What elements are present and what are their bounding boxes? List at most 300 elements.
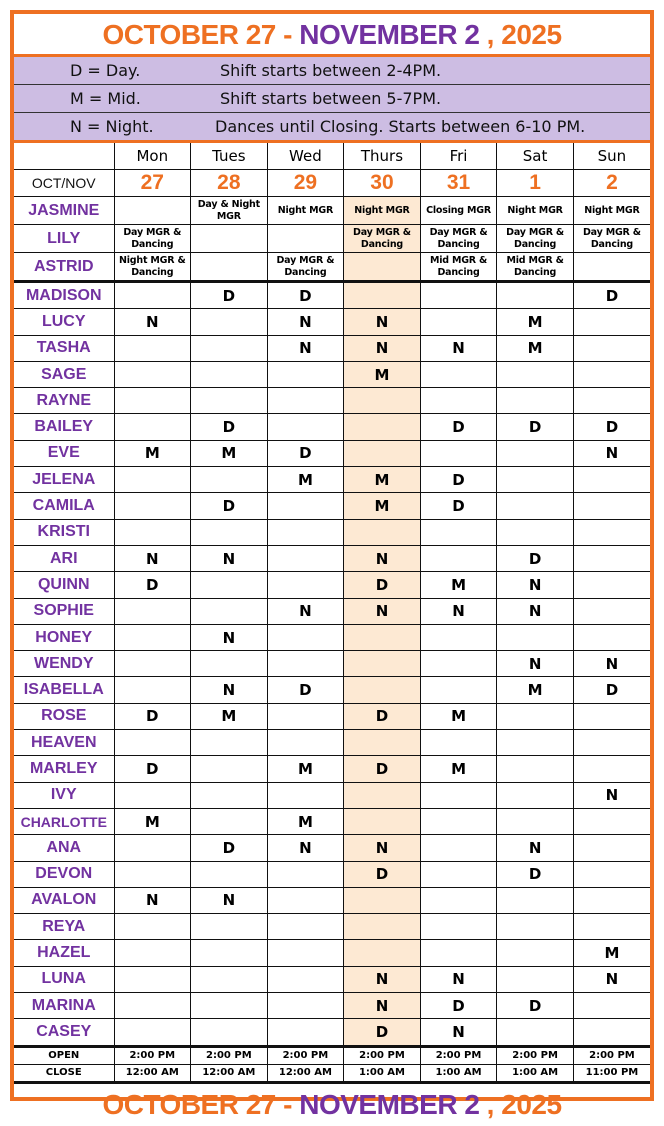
- shift-cell: [573, 835, 650, 861]
- shift-cell: [267, 414, 344, 440]
- shift-cell: Day & Night MGR: [191, 197, 268, 225]
- empty-corner: [14, 143, 114, 170]
- shift-cell: [573, 572, 650, 598]
- shift-cell: [191, 808, 268, 834]
- shift-cell: [344, 914, 421, 940]
- hours-time: 2:00 PM: [573, 1046, 650, 1064]
- shift-cell: N: [267, 835, 344, 861]
- shift-cell: [420, 282, 497, 309]
- shift-cell: D: [497, 861, 574, 887]
- date-number: 27: [114, 170, 191, 197]
- shift-cell: [191, 966, 268, 992]
- shift-cell: [114, 519, 191, 545]
- shift-cell: [114, 467, 191, 493]
- shift-cell: Mid MGR & Dancing: [497, 253, 574, 282]
- shift-cell: [191, 388, 268, 414]
- shift-cell: [497, 703, 574, 729]
- shift-cell: [191, 782, 268, 808]
- shift-cell: [573, 861, 650, 887]
- hours-time: 2:00 PM: [191, 1046, 268, 1064]
- employee-name: REYA: [14, 914, 114, 940]
- staff-row: [14, 493, 650, 519]
- day-name: Wed: [267, 143, 344, 170]
- shift-cell: [191, 361, 268, 387]
- shift-cell: M: [344, 493, 421, 519]
- shift-cell: [497, 493, 574, 519]
- hours-label: CLOSE: [14, 1064, 114, 1082]
- shift-cell: [344, 940, 421, 966]
- title-end: NOVEMBER 2: [299, 19, 480, 50]
- shift-cell: [344, 887, 421, 913]
- hours-time: 12:00 AM: [114, 1064, 191, 1082]
- shift-cell: [420, 519, 497, 545]
- day-header-row: [14, 143, 650, 170]
- staff-row: [14, 335, 650, 361]
- shift-cell: [114, 388, 191, 414]
- title-start: OCTOBER 27 -: [102, 19, 300, 50]
- shift-cell: [344, 730, 421, 756]
- day-name: Mon: [114, 143, 191, 170]
- legend-night: [14, 113, 650, 140]
- legend-day: [14, 57, 650, 85]
- staff-row: [14, 677, 650, 703]
- month-label: OCT/NOV: [14, 170, 114, 197]
- date-number: 2: [573, 170, 650, 197]
- staff-row: [14, 414, 650, 440]
- shift-cell: [267, 914, 344, 940]
- shift-cell: N: [497, 651, 574, 677]
- staff-row: [14, 756, 650, 782]
- shift-cell: [114, 598, 191, 624]
- shift-cell: N: [573, 966, 650, 992]
- employee-name: JASMINE: [14, 197, 114, 225]
- shift-cell: [573, 756, 650, 782]
- hours-time: 12:00 AM: [191, 1064, 268, 1082]
- shift-cell: [114, 335, 191, 361]
- employee-name: CAMILA: [14, 493, 114, 519]
- shift-cell: M: [114, 440, 191, 466]
- shift-cell: N: [267, 598, 344, 624]
- shift-cell: [267, 887, 344, 913]
- shift-cell: [420, 808, 497, 834]
- shift-cell: M: [267, 756, 344, 782]
- hours-time: 2:00 PM: [420, 1046, 497, 1064]
- shift-cell: [573, 253, 650, 282]
- shift-cell: [267, 966, 344, 992]
- shift-cell: [267, 572, 344, 598]
- shift-cell: [344, 624, 421, 650]
- shift-cell: [573, 545, 650, 571]
- shift-cell: D: [114, 703, 191, 729]
- shift-cell: D: [344, 756, 421, 782]
- shift-cell: [267, 624, 344, 650]
- shift-cell: [497, 782, 574, 808]
- shift-cell: [267, 782, 344, 808]
- hours-row: [14, 1064, 650, 1082]
- shift-cell: N: [191, 624, 268, 650]
- shift-cell: [267, 703, 344, 729]
- shift-cell: [497, 887, 574, 913]
- shift-cell: D: [420, 493, 497, 519]
- staff-row: [14, 624, 650, 650]
- employee-name: MADISON: [14, 282, 114, 309]
- shift-cell: [114, 940, 191, 966]
- staff-row: [14, 651, 650, 677]
- shift-cell: [114, 835, 191, 861]
- shift-cell: [497, 1019, 574, 1046]
- date-number: 29: [267, 170, 344, 197]
- employee-name: CASEY: [14, 1019, 114, 1046]
- employee-name: EVE: [14, 440, 114, 466]
- shift-cell: [191, 861, 268, 887]
- shift-cell: D: [344, 1019, 421, 1046]
- shift-cell: N: [114, 887, 191, 913]
- shift-cell: [267, 493, 344, 519]
- shift-cell: N: [114, 309, 191, 335]
- staff-row: [14, 572, 650, 598]
- shift-cell: D: [191, 835, 268, 861]
- shift-cell: [114, 624, 191, 650]
- shift-cell: N: [191, 677, 268, 703]
- shift-cell: Day MGR & Dancing: [344, 225, 421, 253]
- manager-row: [14, 225, 650, 253]
- shift-cell: M: [497, 677, 574, 703]
- shift-cell: [420, 782, 497, 808]
- shift-cell: [114, 966, 191, 992]
- hours-row: [14, 1046, 650, 1064]
- shift-cell: N: [191, 887, 268, 913]
- bottom-title: [14, 1084, 650, 1124]
- shift-cell: [573, 388, 650, 414]
- shift-cell: Night MGR: [344, 197, 421, 225]
- shift-cell: [344, 440, 421, 466]
- shift-cell: [267, 1019, 344, 1046]
- shift-cell: M: [420, 756, 497, 782]
- employee-name: WENDY: [14, 651, 114, 677]
- staff-row: [14, 388, 650, 414]
- shift-cell: Night MGR: [497, 197, 574, 225]
- shift-cell: [420, 835, 497, 861]
- shift-cell: [114, 414, 191, 440]
- shift-cell: [114, 282, 191, 309]
- shift-cell: Day MGR & Dancing: [497, 225, 574, 253]
- legend-desc: Shift starts between 2-4PM.: [220, 61, 442, 80]
- staff-row: [14, 861, 650, 887]
- staff-row: [14, 598, 650, 624]
- shift-cell: [191, 993, 268, 1019]
- employee-name: DEVON: [14, 861, 114, 887]
- shift-cell: [573, 914, 650, 940]
- shift-cell: [420, 914, 497, 940]
- shift-cell: [573, 361, 650, 387]
- shift-cell: [114, 197, 191, 225]
- staff-row: [14, 835, 650, 861]
- shift-cell: [191, 598, 268, 624]
- shift-cell: M: [267, 467, 344, 493]
- shift-cell: N: [573, 782, 650, 808]
- shift-cell: M: [420, 703, 497, 729]
- shift-cell: N: [497, 598, 574, 624]
- shift-cell: [344, 414, 421, 440]
- shift-cell: [573, 887, 650, 913]
- employee-name: IVY: [14, 782, 114, 808]
- shift-cell: [191, 730, 268, 756]
- employee-name: KRISTI: [14, 519, 114, 545]
- shift-cell: N: [344, 335, 421, 361]
- title-start: OCTOBER 27 -: [102, 1088, 300, 1120]
- shift-cell: M: [191, 703, 268, 729]
- shift-cell: Night MGR: [267, 197, 344, 225]
- shift-cell: [573, 624, 650, 650]
- employee-name: ARI: [14, 545, 114, 571]
- shift-cell: D: [420, 414, 497, 440]
- shift-cell: [191, 467, 268, 493]
- shift-cell: M: [191, 440, 268, 466]
- employee-name: LUCY: [14, 309, 114, 335]
- shift-cell: Day MGR & Dancing: [114, 225, 191, 253]
- day-name: Tues: [191, 143, 268, 170]
- shift-cell: N: [344, 966, 421, 992]
- hours-time: 2:00 PM: [267, 1046, 344, 1064]
- shift-cell: M: [497, 309, 574, 335]
- shift-cell: [573, 598, 650, 624]
- shift-cell: [267, 651, 344, 677]
- shift-cell: [573, 309, 650, 335]
- employee-name: HEAVEN: [14, 730, 114, 756]
- shift-cell: [573, 993, 650, 1019]
- shift-cell: N: [420, 598, 497, 624]
- title-year: , 2025: [479, 1088, 562, 1120]
- shift-cell: D: [344, 703, 421, 729]
- shift-cell: [191, 309, 268, 335]
- legend-key: M = Mid.: [70, 89, 141, 108]
- shift-cell: [497, 756, 574, 782]
- shift-cell: [420, 887, 497, 913]
- employee-name: SOPHIE: [14, 598, 114, 624]
- date-number: 1: [497, 170, 574, 197]
- shift-cell: [191, 253, 268, 282]
- staff-row: [14, 467, 650, 493]
- shift-cell: D: [267, 440, 344, 466]
- employee-name: QUINN: [14, 572, 114, 598]
- shift-cell: D: [191, 493, 268, 519]
- shift-cell: [497, 388, 574, 414]
- shift-cell: [573, 493, 650, 519]
- shift-cell: [497, 440, 574, 466]
- shift-cell: D: [497, 414, 574, 440]
- hours-time: 12:00 AM: [267, 1064, 344, 1082]
- staff-row: [14, 440, 650, 466]
- shift-cell: N: [344, 993, 421, 1019]
- shift-cell: D: [114, 572, 191, 598]
- shift-cell: [497, 467, 574, 493]
- shift-cell: [267, 519, 344, 545]
- shift-cell: [344, 651, 421, 677]
- shift-cell: M: [420, 572, 497, 598]
- shift-cell: [191, 335, 268, 361]
- shift-cell: [344, 253, 421, 282]
- shift-cell: [114, 1019, 191, 1046]
- shift-cell: N: [344, 835, 421, 861]
- shift-cell: M: [114, 808, 191, 834]
- shift-cell: [420, 309, 497, 335]
- staff-row: [14, 730, 650, 756]
- schedule-frame: [10, 10, 654, 1120]
- employee-name: SAGE: [14, 361, 114, 387]
- shift-cell: N: [497, 572, 574, 598]
- shift-cell: N: [267, 309, 344, 335]
- legend-desc: Shift starts between 5-7PM.: [220, 89, 442, 108]
- shift-cell: [420, 861, 497, 887]
- staff-row: [14, 887, 650, 913]
- employee-name: JELENA: [14, 467, 114, 493]
- employee-name: ROSE: [14, 703, 114, 729]
- shift-cell: D: [573, 414, 650, 440]
- shift-cell: Day MGR & Dancing: [420, 225, 497, 253]
- day-name: Sat: [497, 143, 574, 170]
- staff-row: [14, 309, 650, 335]
- staff-row: [14, 703, 650, 729]
- shift-cell: N: [267, 335, 344, 361]
- shift-cell: [267, 388, 344, 414]
- shift-cell: N: [497, 835, 574, 861]
- shift-cell: [114, 993, 191, 1019]
- shift-cell: [420, 624, 497, 650]
- employee-name: ASTRID: [14, 253, 114, 282]
- shift-cell: [114, 493, 191, 519]
- shift-cell: [344, 808, 421, 834]
- shift-cell: [497, 966, 574, 992]
- shift-cell: D: [191, 282, 268, 309]
- shift-cell: [344, 782, 421, 808]
- shift-cell: M: [267, 808, 344, 834]
- employee-name: MARINA: [14, 993, 114, 1019]
- shift-cell: [573, 808, 650, 834]
- schedule-table: [14, 143, 650, 1084]
- employee-name: LUNA: [14, 966, 114, 992]
- shift-cell: [191, 651, 268, 677]
- shift-cell: M: [344, 467, 421, 493]
- shift-cell: N: [420, 335, 497, 361]
- shift-cell: [420, 651, 497, 677]
- shift-cell: [344, 519, 421, 545]
- shift-cell: [573, 730, 650, 756]
- shift-cell: [114, 782, 191, 808]
- employee-name: MARLEY: [14, 756, 114, 782]
- employee-name: AVALON: [14, 887, 114, 913]
- staff-row: [14, 966, 650, 992]
- legend-key: D = Day.: [70, 61, 141, 80]
- shift-cell: D: [267, 677, 344, 703]
- date-number: 31: [420, 170, 497, 197]
- shift-cell: [420, 677, 497, 703]
- shift-cell: [191, 519, 268, 545]
- shift-cell: [497, 914, 574, 940]
- shift-cell: [573, 335, 650, 361]
- employee-name: HAZEL: [14, 940, 114, 966]
- top-title: [14, 14, 650, 54]
- shift-cell: D: [114, 756, 191, 782]
- legend-mid: [14, 85, 650, 113]
- shift-cell: N: [344, 598, 421, 624]
- shift-cell: [497, 940, 574, 966]
- shift-cell: [497, 282, 574, 309]
- shift-cell: [497, 730, 574, 756]
- manager-row: [14, 253, 650, 282]
- hours-label: OPEN: [14, 1046, 114, 1064]
- employee-name: HONEY: [14, 624, 114, 650]
- employee-name: ISABELLA: [14, 677, 114, 703]
- shift-cell: [191, 756, 268, 782]
- shift-cell: [267, 730, 344, 756]
- shift-cell: N: [420, 966, 497, 992]
- staff-row: [14, 361, 650, 387]
- shift-cell: Night MGR & Dancing: [114, 253, 191, 282]
- employee-name: LILY: [14, 225, 114, 253]
- shift-cell: [191, 1019, 268, 1046]
- hours-time: 1:00 AM: [344, 1064, 421, 1082]
- shift-cell: Day MGR & Dancing: [267, 253, 344, 282]
- shift-cell: [573, 519, 650, 545]
- staff-row: [14, 519, 650, 545]
- date-number: 30: [344, 170, 421, 197]
- day-name: Sun: [573, 143, 650, 170]
- shift-cell: D: [497, 545, 574, 571]
- shift-cell: [344, 282, 421, 309]
- shift-cell: [114, 361, 191, 387]
- shift-cell: [497, 808, 574, 834]
- shift-cell: D: [497, 993, 574, 1019]
- shift-cell: [573, 467, 650, 493]
- hours-time: 11:00 PM: [573, 1064, 650, 1082]
- employee-name: ANA: [14, 835, 114, 861]
- hours-time: 2:00 PM: [344, 1046, 421, 1064]
- shift-cell: [191, 914, 268, 940]
- shift-cell: [497, 519, 574, 545]
- shift-cell: [114, 730, 191, 756]
- legend-desc: Dances until Closing. Starts between 6-10 PM.: [215, 117, 586, 136]
- date-row: [14, 170, 650, 197]
- shift-cell: N: [344, 545, 421, 571]
- staff-row: [14, 545, 650, 571]
- shift-cell: [114, 914, 191, 940]
- shift-cell: [420, 730, 497, 756]
- shift-cell: [344, 677, 421, 703]
- shift-cell: D: [573, 677, 650, 703]
- shift-cell: [267, 940, 344, 966]
- shift-cell: N: [191, 545, 268, 571]
- shift-cell: N: [573, 651, 650, 677]
- shift-cell: [114, 861, 191, 887]
- shift-cell: [573, 1019, 650, 1046]
- employee-name: TASHA: [14, 335, 114, 361]
- shift-cell: [267, 993, 344, 1019]
- hours-time: 2:00 PM: [497, 1046, 574, 1064]
- date-number: 28: [191, 170, 268, 197]
- shift-cell: N: [573, 440, 650, 466]
- shift-legend: [14, 54, 650, 143]
- shift-cell: Mid MGR & Dancing: [420, 253, 497, 282]
- shift-cell: [497, 361, 574, 387]
- shift-cell: D: [573, 282, 650, 309]
- day-name: Fri: [420, 143, 497, 170]
- shift-cell: N: [114, 545, 191, 571]
- shift-cell: [573, 703, 650, 729]
- shift-cell: [497, 624, 574, 650]
- shift-cell: M: [497, 335, 574, 361]
- shift-cell: [344, 388, 421, 414]
- staff-row: [14, 940, 650, 966]
